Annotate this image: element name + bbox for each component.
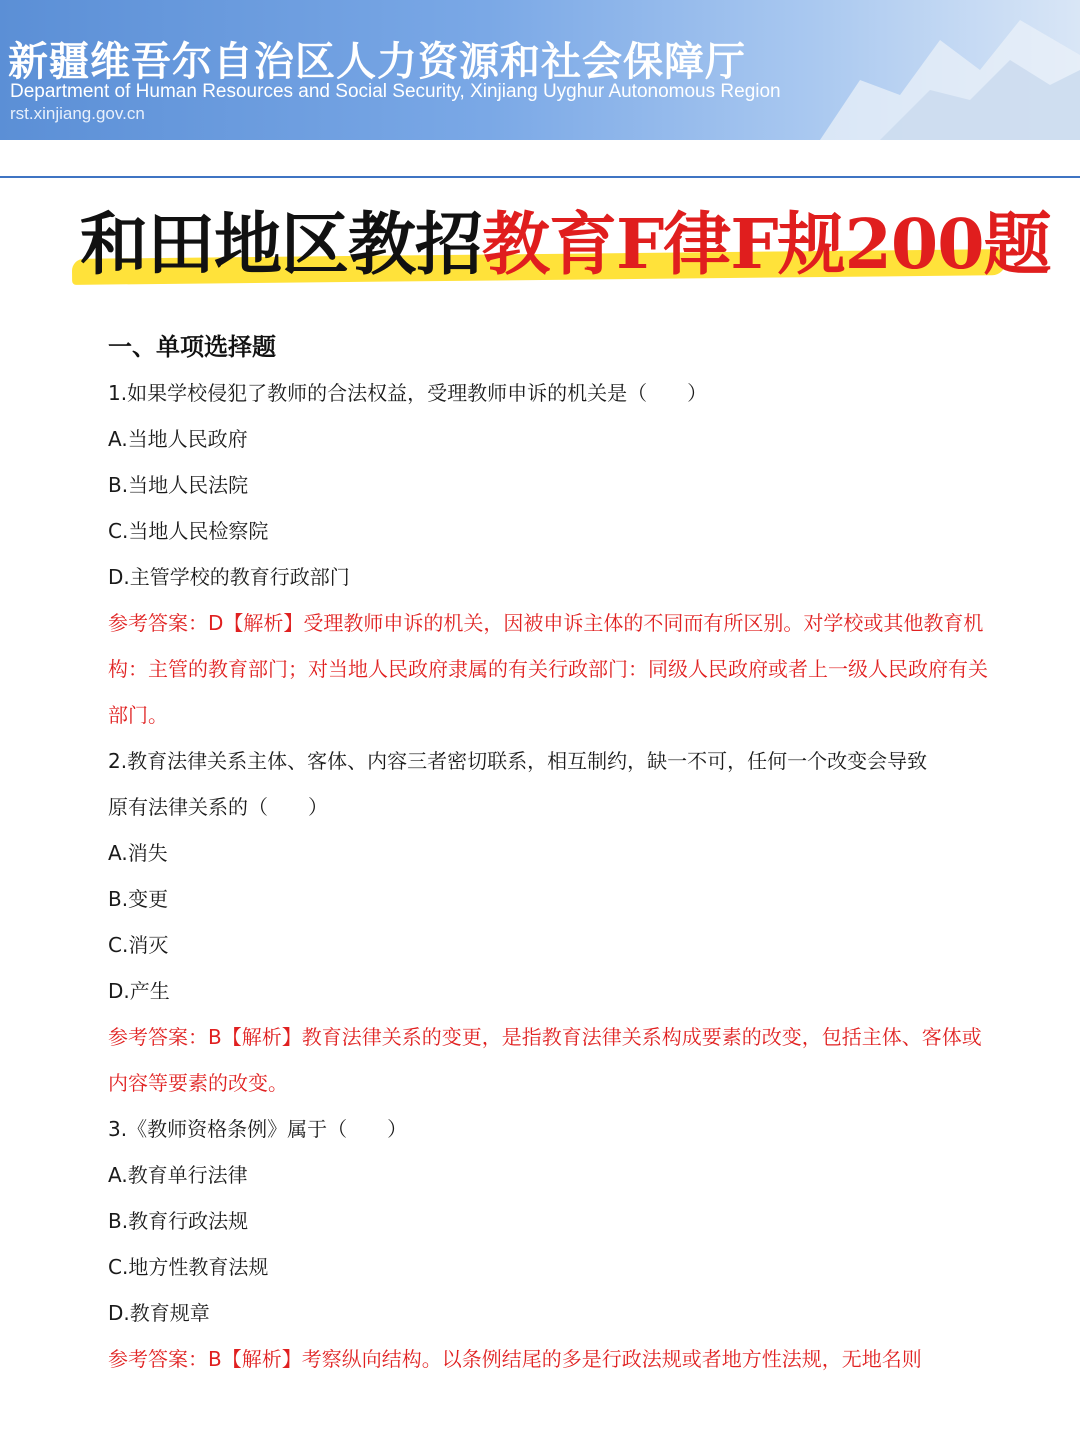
option-d: D.主管学校的教育行政部门 [108, 565, 350, 589]
answer-explanation: 参考答案：D【解析】受理教师申诉的机关，因被申诉主体的不同而有所区别。对学校或其他教育机构：主管的教育部门；对当地人民政府隶属的有关行政部门：同级人民政府或者上一级人民政府有关部门。 [108, 611, 988, 727]
headline-red-text: 教育F律F规200题 [482, 205, 1051, 285]
option-c: C.地方性教育法规 [108, 1255, 269, 1279]
option-d: D.产生 [108, 979, 170, 1003]
headline-black-text: 和田地区教招 [80, 205, 483, 285]
question-1 [108, 370, 988, 738]
divider-line [0, 176, 1080, 178]
header-banner [0, 0, 1080, 140]
question-2 [108, 738, 988, 1106]
option-a: A.当地人民政府 [108, 427, 248, 451]
answer-explanation: 参考答案：B【解析】考察纵向结构。以条例结尾的多是行政法规或者地方性法规，无地名则 [108, 1347, 922, 1371]
option-b: B.当地人民法院 [108, 473, 249, 497]
option-c: C.当地人民检察院 [108, 519, 269, 543]
option-a: A.消失 [108, 841, 168, 865]
banner-title-en: Department of Human Resources and Social Security, Xinjiang Uyghur Autonomous Region [10, 81, 781, 102]
option-a: A.教育单行法律 [108, 1163, 248, 1187]
question-3 [108, 1106, 988, 1382]
question-stem: 2.教育法律关系主体、客体、内容三者密切联系，相互制约，缺一不可，任何一个改变会导致 [108, 749, 928, 773]
page-headline [80, 191, 1051, 288]
option-b: B.教育行政法规 [108, 1209, 249, 1233]
question-stem: 1.如果学校侵犯了教师的合法权益，受理教师申诉的机关是（ ） [108, 381, 708, 405]
banner-title-cn: 新疆维吾尔自治区人力资源和社会保障厅 [8, 39, 746, 85]
option-b: B.变更 [108, 887, 169, 911]
option-d: D.教育规章 [108, 1301, 210, 1325]
answer-explanation: 参考答案：B【解析】教育法律关系的变更，是指教育法律关系构成要素的改变，包括主体、客体或内容等要素的改变。 [108, 1025, 982, 1095]
mountain-illustration [820, 0, 1080, 140]
banner-url: rst.xinjiang.gov.cn [10, 104, 145, 123]
question-stem: 3.《教师资格条例》属于（ ） [108, 1117, 408, 1141]
section-title: 一、单项选择题 [108, 333, 276, 361]
question-stem-continued: 原有法律关系的（ ） [108, 795, 328, 819]
option-c: C.消灭 [108, 933, 169, 957]
question-content [108, 324, 988, 1382]
